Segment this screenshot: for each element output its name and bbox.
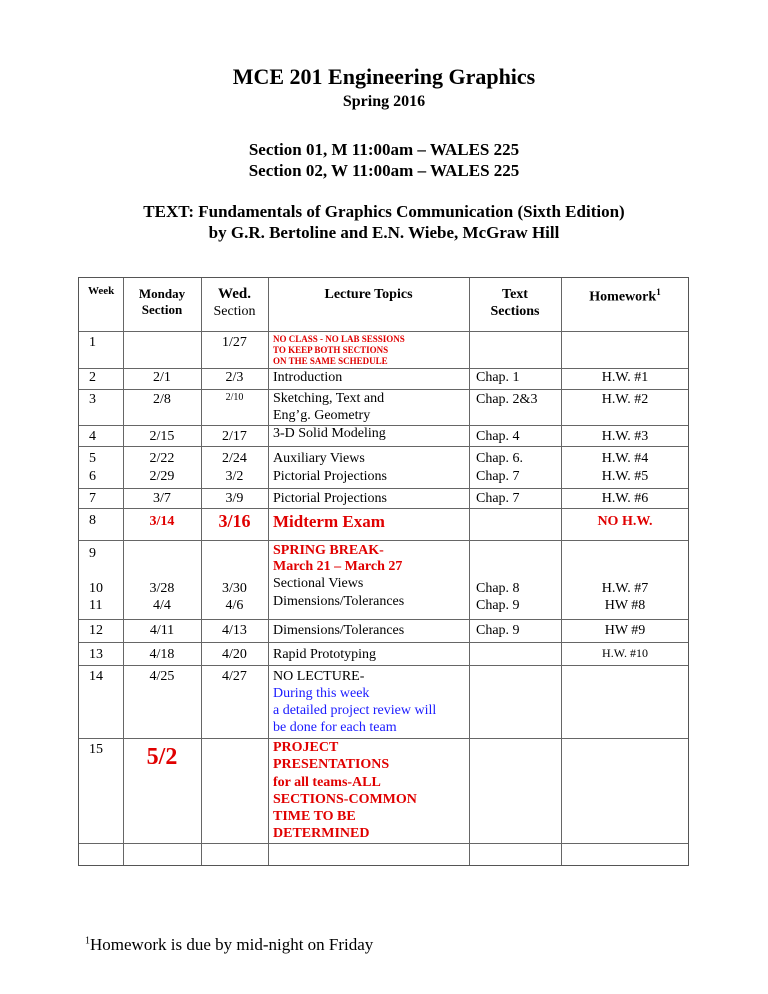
monday-date: 4/11: [149, 623, 175, 638]
textbook-authors: by G.R. Bertoline and E.N. Wiebe, McGraw Hill: [208, 223, 560, 242]
wed-date: 2/24: [222, 451, 247, 466]
homework-item: H.W. #1: [601, 370, 649, 385]
wed-date: 4/27: [222, 669, 247, 684]
homework-item: H.W. #5: [601, 469, 649, 484]
project-presentations: SECTIONS-COMMON: [273, 792, 417, 807]
monday-date: 4/4: [153, 598, 171, 613]
project-review-note: a detailed project review will: [273, 703, 437, 718]
lecture-topic: Sectional Views: [273, 576, 364, 591]
textbook-title: TEXT: Fundamentals of Graphics Communication (Sixth Edition): [143, 202, 625, 221]
week-number: 5: [89, 451, 96, 466]
project-presentations: PRESENTATIONS: [273, 757, 390, 772]
wed-date: 3/2: [225, 469, 244, 484]
footnote-mark: 1: [85, 935, 90, 947]
grid-line: [79, 488, 688, 489]
week-number: 15: [89, 742, 103, 757]
lecture-topic: Rapid Prototyping: [273, 647, 377, 662]
homework-item: H.W. #2: [601, 392, 649, 407]
no-class-note: TO KEEP BOTH SECTIONS: [273, 345, 389, 355]
grid-line: [79, 446, 688, 447]
homework-item: H.W. #6: [601, 491, 649, 506]
grid-line: [79, 331, 688, 332]
week-number: 11: [89, 598, 103, 613]
grid-line: [79, 540, 688, 541]
col-header-week: Week: [88, 285, 115, 297]
grid-line: [123, 278, 124, 865]
lecture-topic: Auxiliary Views: [273, 451, 365, 466]
monday-date: 2/1: [153, 370, 171, 385]
col-header-monday: Monday: [138, 286, 186, 301]
homework-item: H.W. #10: [602, 646, 648, 660]
col-header-wed: Wed.: [218, 286, 251, 302]
monday-date: 2/22: [149, 451, 175, 466]
midterm-exam: Midterm Exam: [273, 512, 385, 531]
lecture-topic: Introduction: [273, 370, 343, 385]
no-lecture: NO LECTURE-: [273, 669, 365, 684]
project-review-note: During this week: [273, 686, 370, 701]
project-presentations: DETERMINED: [273, 826, 370, 841]
wed-date: 3/9: [225, 491, 244, 506]
week-number: 6: [89, 469, 96, 484]
wed-date: 4/6: [225, 598, 244, 613]
text-section: Chap. 7: [476, 491, 520, 506]
col-header-text-sections: Sections: [490, 304, 540, 319]
lecture-topic: 3-D Solid Modeling: [273, 426, 386, 441]
footnote: [85, 935, 373, 955]
grid-line: [469, 278, 470, 865]
monday-date: 5/2: [146, 744, 178, 770]
grid-line: [79, 642, 688, 643]
monday-date: 2/8: [153, 392, 171, 407]
week-number: 1: [89, 335, 96, 350]
wed-date: 4/20: [222, 647, 247, 662]
wed-date: 3/30: [222, 581, 247, 596]
monday-date: 2/29: [149, 469, 175, 484]
text-section: Chap. 6.: [476, 451, 524, 466]
lecture-topic: Eng’g. Geometry: [273, 408, 371, 423]
footnote-text: Homework is due by mid-night on Friday: [90, 935, 374, 954]
week-number: 4: [89, 429, 96, 444]
text-section: Chap. 1: [476, 370, 520, 385]
monday-date: 2/15: [149, 429, 175, 444]
monday-date: 3/14: [149, 514, 175, 529]
grid-line: [79, 508, 688, 509]
grid-line: [79, 665, 688, 666]
project-presentations: for all teams-ALL: [273, 775, 381, 790]
week-number: 14: [89, 669, 103, 684]
week-number: 12: [89, 623, 103, 638]
homework-item: HW #8: [604, 598, 646, 613]
wed-date: 3/16: [218, 511, 251, 531]
col-header-monday-section: Section: [141, 302, 183, 317]
lecture-topic: Dimensions/Tolerances: [273, 623, 405, 638]
homework-label: Homework: [589, 289, 657, 305]
lecture-topic: Sketching, Text and: [273, 391, 385, 406]
homework-item: NO H.W.: [597, 514, 653, 529]
lecture-topic: Dimensions/Tolerances: [273, 594, 405, 609]
text-section: Chap. 4: [476, 429, 520, 444]
monday-date: 4/25: [149, 669, 175, 684]
footnote-ref: 1: [656, 287, 661, 297]
term: Spring 2016: [342, 93, 426, 110]
week-number: 8: [89, 513, 96, 528]
text-section: Chap. 7: [476, 469, 520, 484]
text-section: Chap. 8: [476, 581, 520, 596]
week-number: 2: [89, 370, 96, 385]
project-presentations: PROJECT: [273, 740, 339, 755]
grid-line: [561, 278, 562, 865]
grid-line: [79, 843, 688, 844]
lecture-topic: Pictorial Projections: [273, 491, 387, 506]
text-section: Chap. 9: [476, 623, 520, 638]
wed-date: 1/27: [222, 335, 247, 350]
monday-date: 3/28: [149, 581, 175, 596]
schedule-table: [78, 277, 689, 866]
col-header-text: Text: [502, 287, 528, 302]
wed-date: 4/13: [222, 623, 247, 638]
grid-line: [201, 278, 202, 865]
spring-break: SPRING BREAK-: [273, 543, 384, 558]
monday-date: 4/18: [149, 647, 175, 662]
project-presentations: TIME TO BE: [273, 809, 356, 824]
homework-item: H.W. #4: [601, 451, 649, 466]
grid-line: [79, 619, 688, 620]
wed-date: 2/10: [225, 392, 244, 403]
col-header-topics: Lecture Topics: [324, 287, 413, 302]
homework-item: H.W. #7: [601, 581, 649, 596]
homework-item: HW #9: [604, 623, 646, 638]
monday-date: 3/7: [153, 491, 171, 506]
week-number: 10: [89, 581, 103, 596]
no-class-note: ON THE SAME SCHEDULE: [273, 356, 388, 366]
grid-line: [268, 278, 269, 865]
col-header-homework: [561, 287, 689, 306]
homework-item: H.W. #3: [601, 429, 649, 444]
spring-break-dates: March 21 – March 27: [273, 559, 403, 574]
grid-line: [79, 389, 688, 390]
wed-date: 2/3: [225, 370, 244, 385]
week-number: 9: [89, 546, 96, 561]
week-number: 7: [89, 491, 96, 506]
grid-line: [79, 738, 688, 739]
lecture-topic: Pictorial Projections: [273, 469, 387, 484]
document-title: MCE 201 Engineering Graphics: [232, 64, 536, 89]
text-section: Chap. 2&3: [476, 392, 538, 407]
week-number: 3: [89, 392, 96, 407]
col-header-wed-section: Section: [213, 304, 256, 319]
week-number: 13: [89, 647, 103, 662]
section-02-info: Section 02, W 11:00am – WALES 225: [248, 161, 520, 180]
no-class-note: NO CLASS - NO LAB SESSIONS: [273, 334, 405, 344]
grid-line: [79, 368, 688, 369]
wed-date: 2/17: [222, 429, 247, 444]
text-section: Chap. 9: [476, 598, 520, 613]
project-review-note: be done for each team: [273, 720, 397, 735]
section-01-info: Section 01, M 11:00am – WALES 225: [248, 140, 520, 159]
